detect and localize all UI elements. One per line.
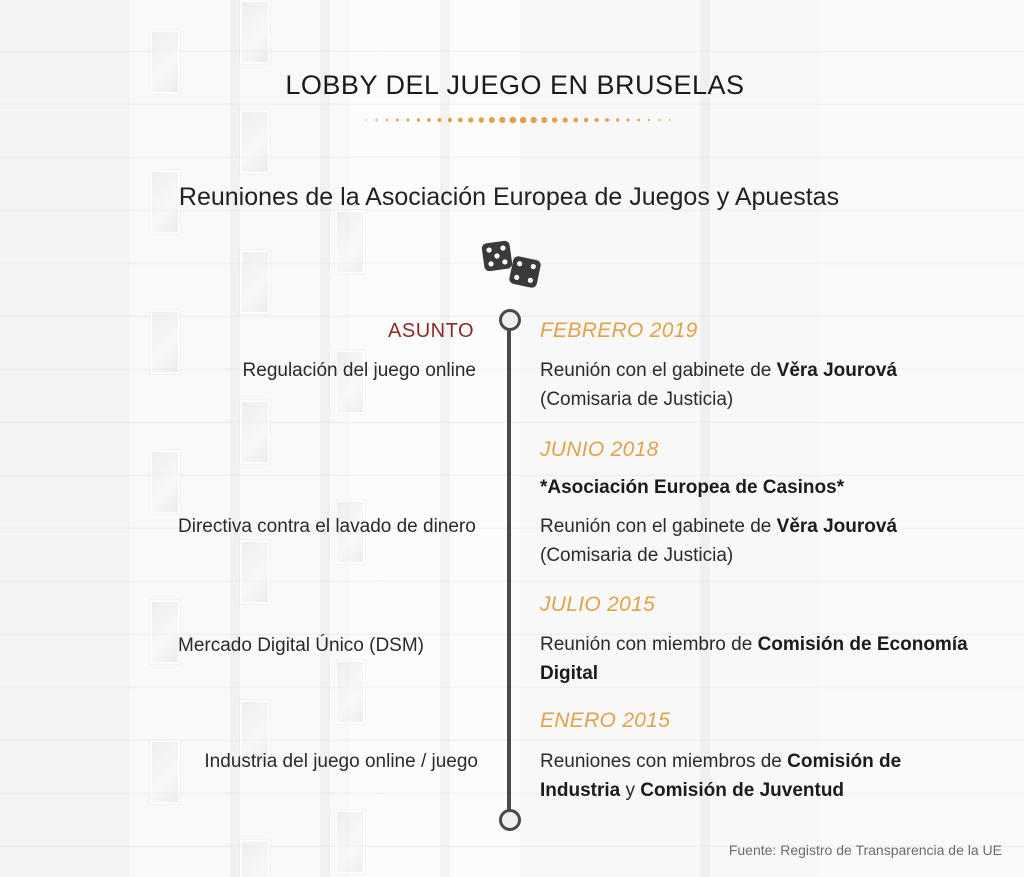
divider-dot (627, 118, 630, 121)
topic-1: Regulación del juego online (242, 360, 476, 381)
divider-dot (595, 118, 599, 122)
topic-2: Directiva contra el lavado de dinero (178, 516, 476, 537)
desc-highlight: Věra Jourová (776, 360, 898, 381)
divider-dot (573, 118, 578, 123)
divider-dot (396, 119, 399, 122)
divider-dot (437, 118, 441, 122)
desc-highlight: Comisión de Industria (540, 751, 902, 801)
divider-dot (448, 118, 452, 122)
divider-dot (479, 117, 485, 123)
desc-text: Reuniones con miembros de (540, 751, 788, 772)
divider-dot (427, 118, 431, 122)
divider-dot (386, 119, 388, 121)
date-3: JULIO 2015 (540, 593, 656, 616)
date-1: FEBRERO 2019 (540, 319, 698, 342)
desc-text: (Comisaria de Justicia) (540, 389, 734, 410)
desc-2 (540, 512, 970, 570)
divider-dot (406, 118, 409, 121)
page-subtitle: Reuniones de la Asociación Europea de Juegos y Apuestas (178, 183, 840, 211)
divider-dot (520, 117, 527, 124)
divider-dot (563, 117, 568, 122)
divider-dot (417, 118, 420, 121)
divider-dot (659, 119, 661, 121)
divider-dot (605, 118, 609, 122)
timeline-start-node (499, 309, 521, 331)
desc-highlight: Comisión de Juventud (640, 780, 845, 801)
divider-dot (468, 117, 473, 122)
divider-dot (552, 117, 558, 123)
dice-icon (481, 238, 545, 288)
page-title: LOBBY DEL JUEGO EN BRUSELAS (285, 70, 745, 100)
desc-3 (540, 630, 970, 688)
divider-dot (541, 117, 547, 123)
divider-dot (531, 117, 537, 123)
topic-4: Industria del juego online / juego (204, 751, 478, 772)
divider-dot (365, 119, 367, 121)
desc-text: Reunión con el gabinete de (540, 360, 777, 381)
desc-text: (Comisaria de Justicia) (540, 545, 734, 566)
divider-dot (648, 119, 650, 121)
source-note: Fuente: Registro de Transparencia de la UE (728, 842, 1002, 858)
desc-text: Reunión con miembro de (540, 634, 758, 655)
divider-dot (376, 119, 378, 121)
dotted-divider (362, 113, 674, 127)
divider-dot (616, 118, 619, 121)
divider-dot (669, 119, 671, 121)
date-4: ENERO 2015 (540, 709, 671, 732)
note-2: *Asociación Europea de Casinos* (540, 477, 845, 498)
desc-4 (540, 747, 970, 805)
desc-highlight: Věra Jourová (776, 516, 898, 537)
asunto-label: ASUNTO (388, 320, 474, 342)
divider-dot (499, 117, 505, 123)
desc-text: Reunión con el gabinete de (540, 516, 777, 537)
desc-1 (540, 356, 970, 414)
divider-dot (489, 117, 495, 123)
divider-dot (584, 118, 588, 122)
timeline-end-node (499, 809, 521, 831)
divider-dot (637, 119, 640, 122)
timeline-line (507, 327, 511, 811)
desc-text: y (620, 780, 641, 801)
divider-dot (458, 118, 463, 123)
topic-3: Mercado Digital Único (DSM) (178, 635, 425, 656)
divider-dot (509, 117, 516, 124)
desc-highlight: Comisión de Economía Digital (540, 634, 968, 684)
date-2: JUNIO 2018 (540, 438, 659, 461)
